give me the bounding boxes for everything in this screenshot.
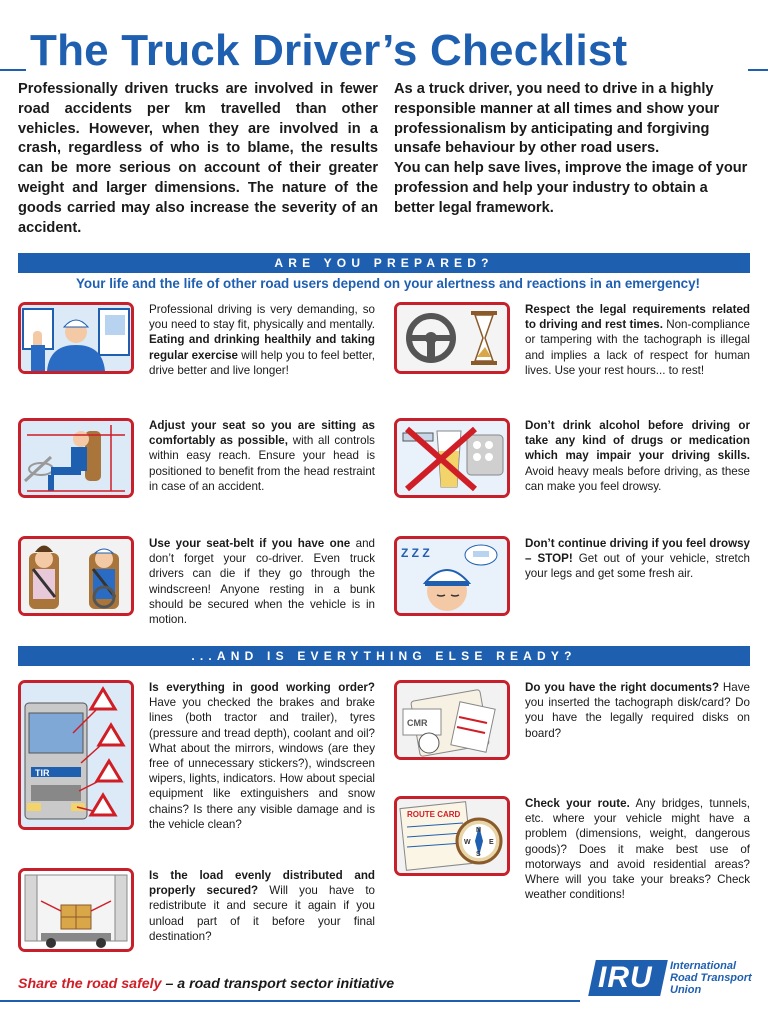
fitness-text-post: will help you to feel better, drive better and live longer! [149,348,375,377]
title-rule-left [0,69,26,71]
fitness-text-bold: Eating and drinking healthily and taking regular exercise [149,333,375,362]
tir-label: TIR [35,768,50,778]
section-subhead: Your life and the life of other road users depend on your alertness and reactions in an emergency! [75,276,701,291]
driver-waving-icon [18,302,134,374]
seat-adjust-icon [18,418,134,498]
route-card-compass-icon [394,796,510,876]
belt-text-post: and don’t forget your co-driver. Even truck drivers can die if they go through the windscreen! Anyone resting in a bunk should be secured when the vehicle is in motion. [149,537,375,627]
documents-text-bold: Do you have the right documents? [525,681,720,694]
iru-org-line-2: Road Transport [670,972,752,984]
footer-tagline-rest: – a road transport sector initiative [161,976,395,992]
no-alcohol-drugs-icon [394,418,510,498]
alcohol-text-post: Avoid heavy meals before driving, as these can make you feel drowsy. [525,464,750,493]
steering-wheel-hourglass-icon [394,302,510,374]
title-row [0,22,768,78]
seat-text-post: with all controls within easy reach. Ensure your head is positioned to benefit from the head restraint in case of an accident. [149,434,375,493]
compass-s: S [476,851,481,858]
iru-org-line-3: Union [670,984,702,996]
section-band-prepared: ARE YOU PREPARED? [18,253,750,273]
title-rule-right [748,69,768,71]
intro-left-text: Professionally driven trucks are involved in fewer road accidents per km travelled than other vehicles. However, when they are involved in a crash, regardless of who is to blame, the results can be more serious on account of their greater weight and larger dimensions. The nature of the goods carried may also increase the severity of an accident. [18,81,378,236]
documents-text-post: Have you inserted the tachograph disk/card? Do you have the legally required disks on board? [525,681,750,740]
compass-n: N [476,827,482,834]
truck-warning-icon [18,680,134,830]
belt-text-bold: Use your seat-belt if you have one [149,537,351,550]
working-order-text-post: Have you checked the brakes and brake lines (both tractor and trailer), tyres (pressure and tread depth), coolant and oil? What about the mirrors, windows (are they free of unnecessary stickers?), windscreen wipers, lights, indicators. How about special equipment like extinguishers and snow chains? Is there any visible damage and is the vehicle clean? [149,696,375,831]
iru-org-name [670,960,752,996]
compass-w: W [464,839,471,846]
page-title: The Truck Driver’s Checklist [30,26,628,75]
footer-rule [0,1000,580,1002]
intro-right-text-2: You can help save lives, improve the image of your profession and help your industry to obtain a better legal framework. [394,160,748,216]
working-order-text-bold: Is everything in good working order? [149,681,375,694]
drowsy-driver-icon [394,536,510,616]
seat-belt-icon [18,536,134,616]
seat-text-bold: Adjust your seat so you are sitting as comfortably as possible, [149,419,375,448]
footer-tagline [18,976,394,992]
footer-tagline-red: Share the road safely [18,976,162,992]
load-text-bold: Is the load evenly distributed and properly secured? [149,869,375,898]
intro-right-text-1: As a truck driver, you need to drive in a highly responsible manner at all times and show your professionalism by anticipating and forgiving unsafe behaviour by other road users. [394,81,720,157]
iru-logo-letters: IRU [598,961,653,994]
iru-logo [592,960,762,996]
zzz-label: Z Z Z [401,546,430,560]
alcohol-text-bold: Don’t drink alcohol before driving or take any kind of drugs or medication which may impair your driving skills. [525,419,750,463]
load-secured-icon [18,868,134,952]
fitness-text-pre: Professional driving is very demanding, so you need to stay fit, physically and mentally. [149,303,375,332]
drowsy-text-post: Get out of your vehicle, stretch your legs and get some fresh air. [525,552,750,581]
section-band-ready: ...AND IS EVERYTHING ELSE READY? [18,646,750,666]
cmr-label: CMR [407,718,428,728]
rest-text-post: Non-compliance or tampering with the tachograph is illegal and implies a lack of respect for human lives. Use your rest hours... to rest! [525,318,750,377]
route-text-post: Any bridges, tunnels, etc. where your vehicle might have a problem (dimensions, weight, dangerous goods)? Does it make best use of motorways and avoid residential areas? Where will you take your breaks? Check weather conditions! [525,797,750,902]
documents-icon [394,680,510,760]
drowsy-text-bold: Don’t continue driving if you feel drowsy – STOP! [525,537,750,566]
compass-e: E [489,839,494,846]
intro-left [18,80,378,238]
intro-right [394,80,750,219]
load-text-post: Will you have to redistribute it and secure it again if you unload part of it before your final destination? [149,884,375,943]
route-card-label: ROUTE CARD [407,810,461,819]
route-text-bold: Check your route. [525,797,630,810]
rest-text-bold: Respect the legal requirements related to driving and rest times. [525,303,750,332]
iru-org-line-1: International [670,960,737,972]
